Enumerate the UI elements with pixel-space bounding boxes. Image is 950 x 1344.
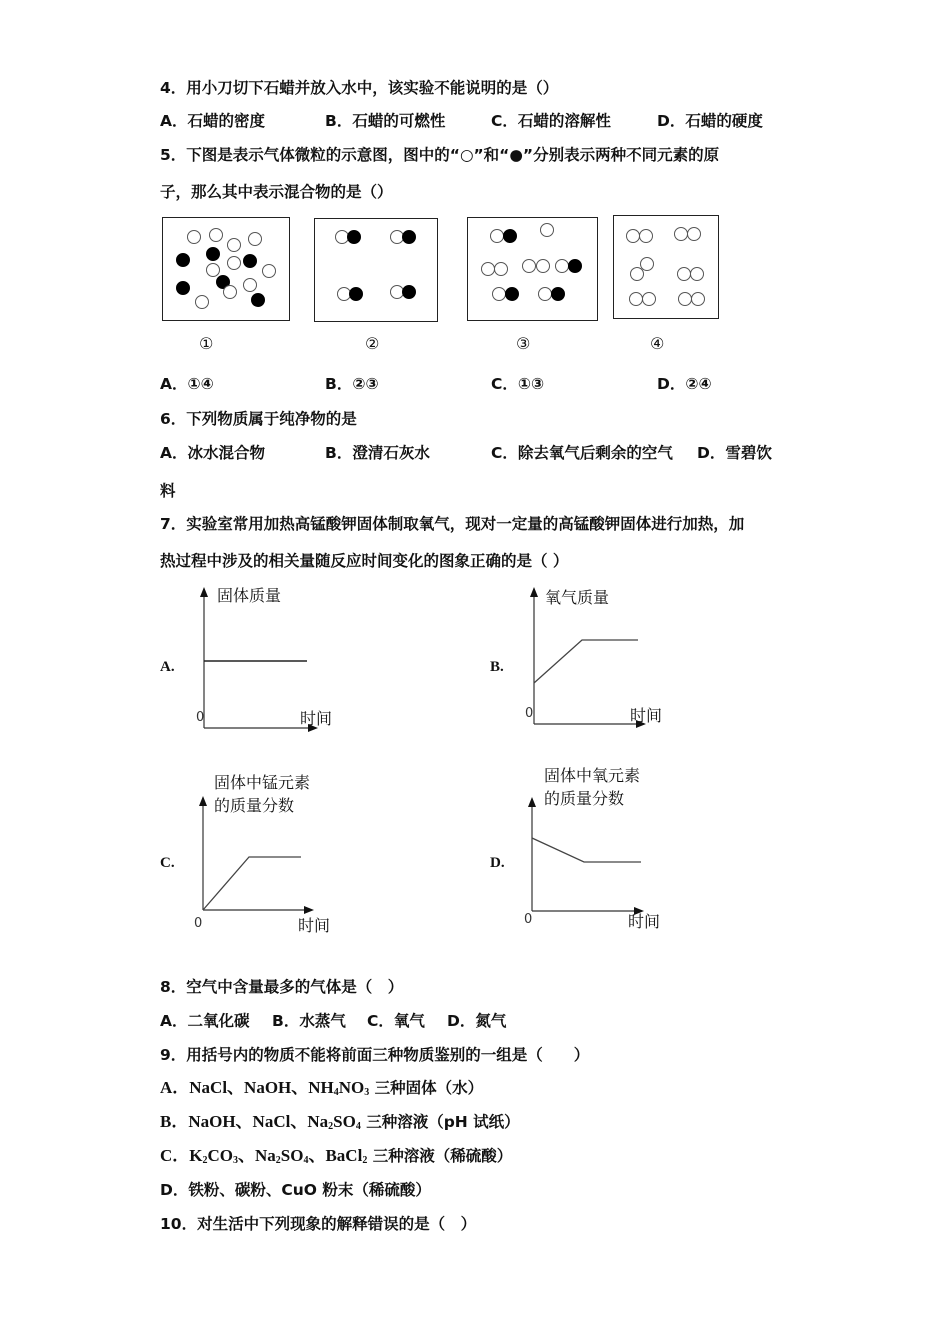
chart-a-origin: 0 [196,710,205,725]
chart-option-d[interactable] [490,765,690,935]
white-atom-icon [674,227,688,241]
q4-option-a[interactable]: A．石蜡的密度 [160,112,265,130]
particle-figure-2 [314,218,438,322]
q8-option-c[interactable]: C．氧气 [367,1012,425,1030]
chart-b-origin: 0 [525,706,534,721]
q10-stem: 10．对生活中下列现象的解释错误的是（ ） [160,1215,477,1233]
q9-option-c[interactable]: C．$K_2CO_3$、$Na_2SO_4$、BaCl$_2$ 三种溶液（稀硫酸） [160,1146,513,1166]
particle-figure-3 [467,217,598,321]
q9-stem: 9．用括号内的物质不能将前面三种物质鉴别的一组是（ ） [160,1046,590,1064]
q6-option-c[interactable]: C．除去氧气后剩余的空气 [491,444,673,462]
q5-option-d[interactable]: D．②④ [657,375,712,393]
white-atom-icon [691,292,705,306]
q6-stem: 6．下列物质属于纯净物的是 [160,410,357,428]
q8-option-b[interactable]: B．水蒸气 [272,1012,346,1030]
chart-c-option-label: C. [160,855,175,871]
figure-label-2: ② [365,334,380,353]
chart-d-ylabel-line1: 固体中氧元素 [544,766,641,785]
q6-option-b[interactable]: B．澄清石灰水 [325,444,430,462]
white-atom-icon [494,262,508,276]
white-atom-icon [626,229,640,243]
q5-option-c[interactable]: C．①③ [491,375,545,393]
white-atom-icon [209,228,223,242]
q4-stem: 4．用小刀切下石蜡并放入水中，该实验不能说明的是（） [160,79,559,97]
white-atom-icon [223,285,237,299]
chart-option-b[interactable] [490,585,690,735]
black-atom-icon [347,230,361,244]
white-atom-icon [195,295,209,309]
q5-option-b[interactable]: B．②③ [325,375,379,393]
white-atom-icon [481,262,495,276]
particle-figure-4 [613,215,719,319]
black-atom-icon [243,254,257,268]
chart-c-ylabel-line2: 的质量分数 [214,796,295,815]
white-atom-icon [492,287,506,301]
particle-figure-1 [162,217,290,321]
white-atom-icon [490,229,504,243]
q6-option-a[interactable]: A．冰水混合物 [160,444,265,462]
white-atom-icon [262,264,276,278]
q8-option-d[interactable]: D．氮气 [447,1012,507,1030]
white-atom-icon [206,263,220,277]
white-atom-icon [243,278,257,292]
black-atom-icon [206,247,220,261]
black-atom-icon [568,259,582,273]
q9-b-text: B．NaOH、NaCl、Na [160,1112,329,1131]
q7-stem-line2: 热过程中涉及的相关量随反应时间变化的图象正确的是（ ） [160,552,569,570]
q8-stem: 8．空气中含量最多的气体是（ ） [160,978,404,996]
black-atom-icon [349,287,363,301]
q5-option-a[interactable]: A．①④ [160,375,214,393]
chart-option-a[interactable] [160,585,360,735]
q9-option-b[interactable]: B．NaOH、NaCl、$Na_2SO_4$ 三种溶液（pH 试纸） [160,1112,520,1132]
figure-label-1: ① [199,334,214,353]
q6-option-d[interactable]: D．雪碧饮 [697,444,772,462]
chart-d-option-label: D. [490,855,505,871]
white-atom-icon [678,292,692,306]
q7-stem-line1: 7．实验室常用加热高锰酸钾固体制取氧气，现对一定量的高锰酸钾固体进行加热，加 [160,515,745,533]
white-atom-icon [536,259,550,273]
white-atom-icon [187,230,201,244]
q9-option-a[interactable]: A．NaCl、NaOH、$NH_4NO_3$ 三种固体（水） [160,1078,484,1098]
chart-a-xlabel: 时间 [300,709,333,728]
black-atom-icon [402,230,416,244]
q4-option-c[interactable]: C．石蜡的溶解性 [491,112,611,130]
white-atom-icon [248,232,262,246]
white-atom-icon [227,238,241,252]
white-atom-icon [690,267,704,281]
white-atom-icon [555,259,569,273]
black-atom-icon [505,287,519,301]
chart-a-option-label: A. [160,659,175,675]
chart-a-ylabel: 固体质量 [217,586,282,605]
q5-stem-line1: 5．下图是表示气体微粒的示意图，图中的“○”和“●”分别表示两种不同元素的原 [160,146,720,164]
chart-c-origin: 0 [194,916,203,931]
black-atom-icon [503,229,517,243]
white-atom-icon [677,267,691,281]
white-atom-icon [538,287,552,301]
q8-option-a[interactable]: A．二氧化碳 [160,1012,250,1030]
black-atom-icon [551,287,565,301]
chart-b-option-label: B. [490,659,504,675]
white-atom-icon [522,259,536,273]
figure-label-3: ③ [516,334,531,353]
black-atom-icon [251,293,265,307]
chart-d-ylabel-line2: 的质量分数 [544,789,625,808]
q9-c-text: C．K [160,1146,203,1165]
chart-c-ylabel-line1: 固体中锰元素 [214,773,311,792]
white-atom-icon [642,292,656,306]
chart-b-ylabel: 氧气质量 [545,588,610,607]
black-atom-icon [176,281,190,295]
chart-d-xlabel: 时间 [628,912,661,931]
black-atom-icon [176,253,190,267]
q9-option-d[interactable]: D．铁粉、碳粉、CuO 粉末（稀硫酸） [160,1181,431,1199]
q5-stem-line2: 子，那么其中表示混合物的是（） [160,183,393,201]
figure-label-4: ④ [650,334,665,353]
white-atom-icon [227,256,241,270]
white-atom-icon [687,227,701,241]
q6-option-d-wrap: 料 [160,482,176,500]
chart-d-origin: 0 [524,912,533,927]
q9-a-text: A．NaCl、NaOH、NH [160,1078,334,1097]
white-atom-icon [640,257,654,271]
white-atom-icon [629,292,643,306]
black-atom-icon [402,285,416,299]
white-atom-icon [639,229,653,243]
white-atom-icon [540,223,554,237]
q4-option-d[interactable]: D．石蜡的硬度 [657,112,763,130]
chart-option-c[interactable] [160,770,360,940]
chart-c-xlabel: 时间 [298,916,331,935]
q4-option-b[interactable]: B．石蜡的可燃性 [325,112,446,130]
chart-b-xlabel: 时间 [630,706,663,725]
